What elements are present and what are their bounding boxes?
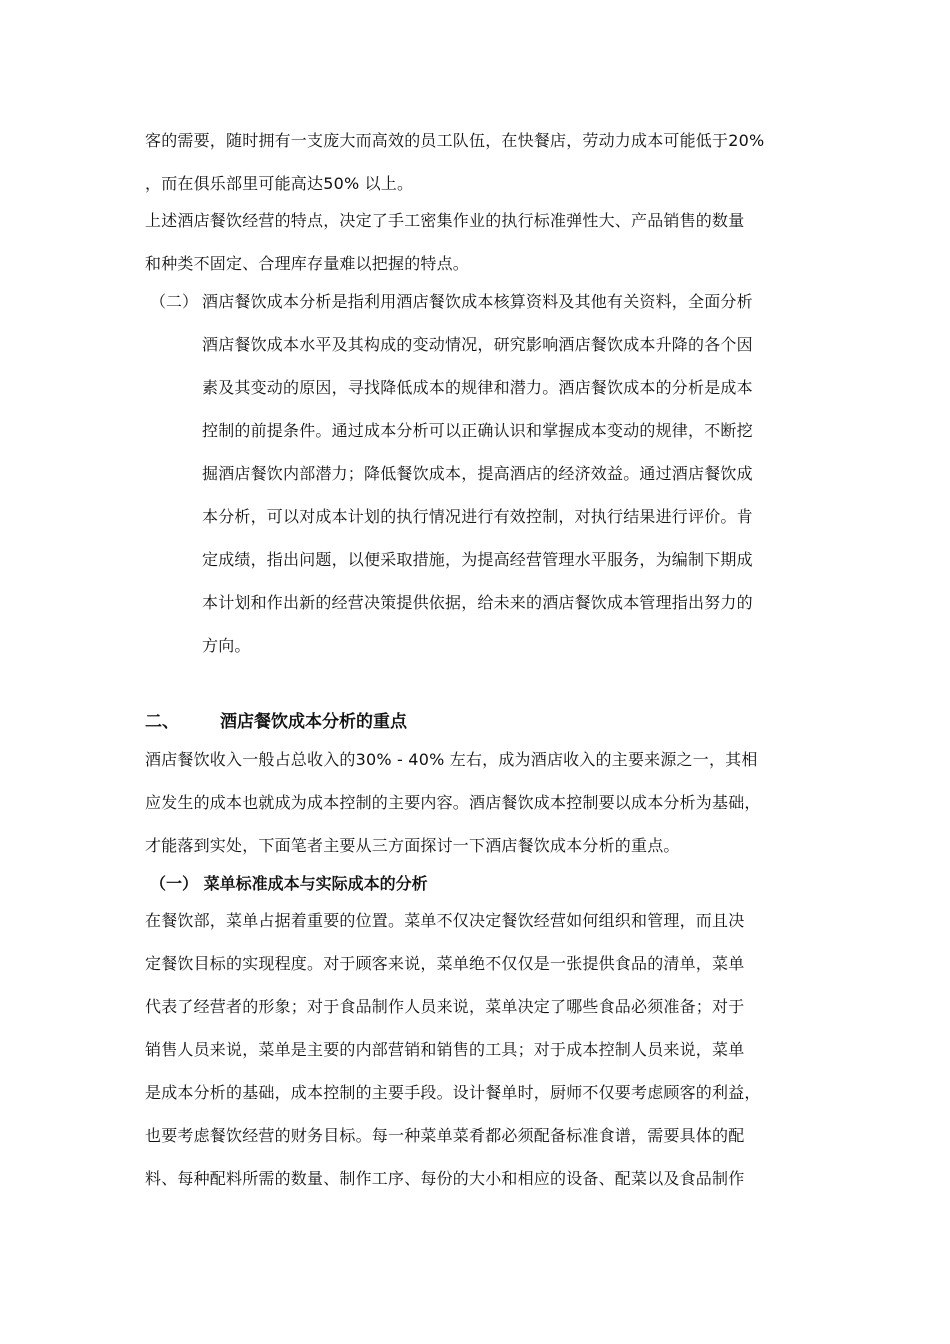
paragraph-line: 料、每种配料所需的数量、制作工序、每份的大小和相应的设备、配菜以及食品制作 bbox=[145, 1169, 745, 1188]
paragraph-line: 和种类不固定、合理库存量难以把握的特点。 bbox=[145, 254, 470, 273]
paragraph-line: 掘酒店餐饮内部潜力；降低餐饮成本，提高酒店的经济效益。通过酒店餐饮成 bbox=[202, 464, 753, 483]
item-number: （二） bbox=[150, 292, 199, 311]
paragraph-line: 素及其变动的原因，寻找降低成本的规律和潜力。酒店餐饮成本的分析是成本 bbox=[202, 378, 753, 397]
paragraph-line: 定餐饮目标的实现程度。对于顾客来说，菜单绝不仅仅是一张提供食品的清单，菜单 bbox=[145, 954, 745, 973]
subsection-title: （一） 菜单标准成本与实际成本的分析 bbox=[150, 874, 428, 893]
paragraph-line: 酒店餐饮成本水平及其构成的变动情况，研究影响酒店餐饮成本升降的各个因 bbox=[202, 335, 753, 354]
section-title: 酒店餐饮成本分析的重点 bbox=[220, 712, 407, 732]
paragraph-line: 代表了经营者的形象；对于食品制作人员来说，菜单决定了哪些食品必须准备；对于 bbox=[145, 997, 745, 1016]
paragraph-line: 在餐饮部，菜单占据着重要的位置。菜单不仅决定餐饮经营如何组织和管理，而且决 bbox=[145, 911, 745, 930]
paragraph-line: 定成绩，指出问题，以便采取措施，为提高经营管理水平服务，为编制下期成 bbox=[202, 550, 753, 569]
paragraph-line: 控制的前提条件。通过成本分析可以正确认识和掌握成本变动的规律，不断挖 bbox=[202, 421, 753, 440]
paragraph-line: 客的需要，随时拥有一支庞大而高效的员工队伍，在快餐店，劳动力成本可能低于20% bbox=[145, 131, 765, 150]
paragraph-line: 是成本分析的基础，成本控制的主要手段。设计餐单时，厨师不仅要考虑顾客的利益， bbox=[145, 1083, 761, 1102]
paragraph-line: 本分析，可以对成本计划的执行情况进行有效控制，对执行结果进行评价。肯 bbox=[202, 507, 753, 526]
paragraph-line: 酒店餐饮成本分析是指利用酒店餐饮成本核算资料及其他有关资料，全面分析 bbox=[202, 292, 753, 311]
paragraph-line: 酒店餐饮收入一般占总收入的30% - 40% 左右，成为酒店收入的主要来源之一，其相 bbox=[145, 750, 758, 769]
paragraph-line: 也要考虑餐饮经营的财务目标。每一种菜单菜肴都必须配备标准食谱，需要具体的配 bbox=[145, 1126, 745, 1145]
paragraph-line: 才能落到实处，下面笔者主要从三方面探讨一下酒店餐饮成本分析的重点。 bbox=[145, 836, 680, 855]
paragraph-line: 销售人员来说，菜单是主要的内部营销和销售的工具；对于成本控制人员来说，菜单 bbox=[145, 1040, 745, 1059]
paragraph-line: 应发生的成本也就成为成本控制的主要内容。酒店餐饮成本控制要以成本分析为基础， bbox=[145, 793, 761, 812]
section-number: 二、 bbox=[145, 712, 179, 732]
paragraph-line: ，而在俱乐部里可能高达50% 以上。 bbox=[145, 174, 414, 193]
paragraph-line: 方向。 bbox=[202, 636, 251, 655]
paragraph-line: 本计划和作出新的经营决策提供依据，给未来的酒店餐饮成本管理指出努力的 bbox=[202, 593, 753, 612]
paragraph-line: 上述酒店餐饮经营的特点，决定了手工密集作业的执行标准弹性大、产品销售的数量 bbox=[145, 211, 745, 230]
